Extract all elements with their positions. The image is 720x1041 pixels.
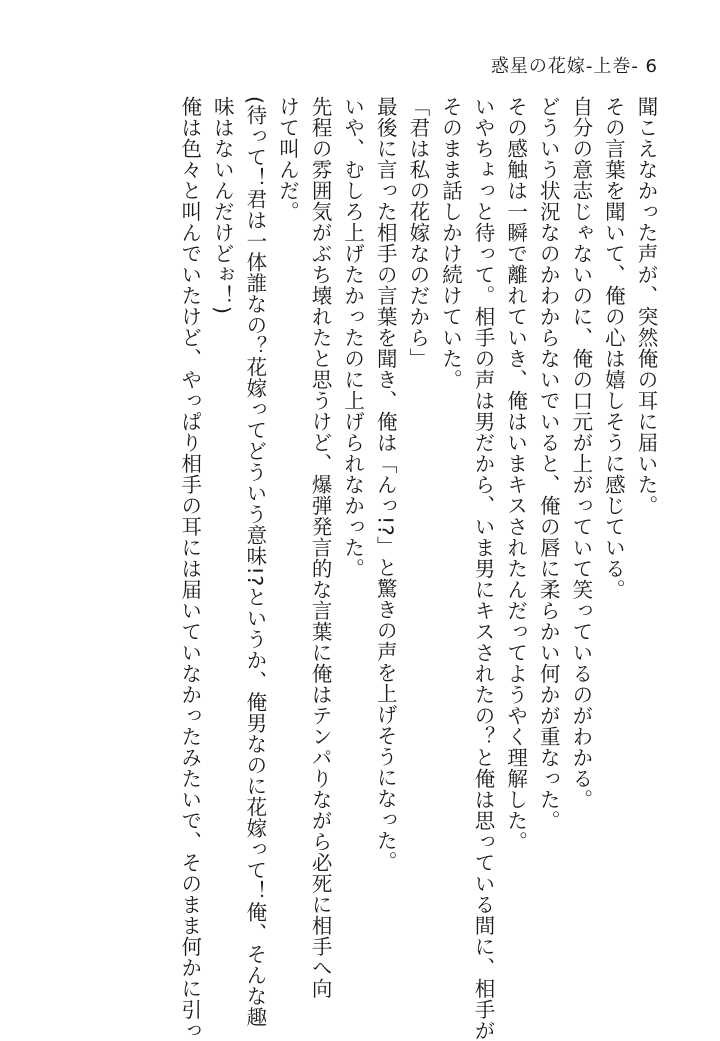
text-line: いや、むしろ上げたかったのに上げられなかった。 <box>340 96 365 579</box>
text-line: 先程の雰囲気がぶち壊れたと思うけど、爆弾発言的な言葉に俺はテンパりながら必死に相手へ向 <box>308 96 333 999</box>
text-line: 自分の意志じゃないのに、俺の口元が上がっていて笑っているのがわかる。 <box>568 96 593 810</box>
text-line: いやちょっと待って。相手の声は男だから、いま男にキスされたの？と俺は思っている間に、相手が <box>471 96 496 1041</box>
text-line: 聞こえなかった声が、突然俺の耳に届いた。 <box>634 96 658 516</box>
text-line: 味はないんだけどぉ！) <box>210 96 235 315</box>
text-line: (待って！君は一体誰なの？花嫁ってどういう意味!?というか、俺男なのに花嫁って！俺、そんな趣 <box>242 96 267 1028</box>
text-line: けて叫んだ。 <box>275 96 300 222</box>
text-line: 「君は私の花嫁なのだから」 <box>405 96 430 369</box>
text-line: 俺は色々と叫んでいたけど、やっぱり相手の耳には届いていなかったみたいで、そのまま何かに引っ <box>177 96 202 1041</box>
text-line: そのまま話しかけ続けていた。 <box>438 96 463 390</box>
text-line: 最後に言った相手の言葉を聞き、俺は「んっ!?」と驚きの声を上げそうになった。 <box>373 96 398 873</box>
text-line: その言葉を聞いて、俺の心は嬉しそうに感じている。 <box>601 96 626 600</box>
text-line: その感触は一瞬で離れていき、俺はいまキスされたんだってようやく理解した。 <box>503 96 528 852</box>
running-header: 惑星の花嫁-上巻- 6 <box>490 56 658 77</box>
vertical-body-text <box>173 96 662 1041</box>
text-line: どういう状況なのかわからないでいると、俺の唇に柔らかい何かが重なった。 <box>536 96 561 831</box>
